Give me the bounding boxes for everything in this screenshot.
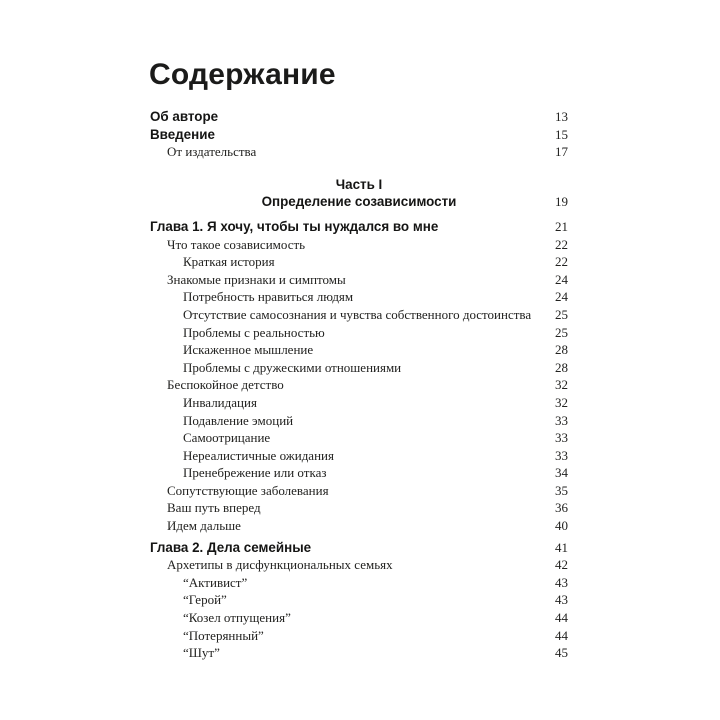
toc-entry-page: 13	[555, 109, 568, 124]
toc-entry-page: 32	[555, 394, 568, 410]
toc-entry-label: Часть I	[335, 176, 383, 192]
toc-row	[150, 126, 568, 144]
toc-entry-page: 25	[555, 324, 568, 340]
toc-entry-page: 28	[555, 342, 568, 358]
toc-entry-label: Подавление эмоций	[183, 412, 294, 428]
toc-row	[150, 253, 568, 271]
toc-entry-label: Инвалидация	[183, 394, 257, 410]
page-title: Содержание	[149, 58, 336, 92]
toc-entry-label: Беспокойное детство	[167, 377, 284, 393]
toc-row	[150, 556, 568, 574]
toc-entry-page: 32	[555, 377, 568, 393]
toc-entry-label: Краткая история	[183, 254, 275, 270]
toc-entry-label: “Шут”	[183, 645, 220, 661]
toc-row	[150, 499, 568, 517]
toc-entry-label: “Активист”	[183, 574, 248, 590]
toc-entry-page: 40	[555, 518, 568, 534]
toc-entry-page: 21	[555, 218, 568, 234]
toc-row	[150, 376, 568, 394]
toc-entry-label: Ваш путь вперед	[167, 500, 261, 516]
toc-entry-label: “Козел отпущения”	[183, 610, 291, 626]
toc-row	[150, 412, 568, 430]
toc-entry-page: 15	[555, 126, 568, 142]
toc-entry-page: 34	[555, 465, 568, 481]
toc-entry-page: 41	[555, 539, 568, 555]
toc-entry-page: 33	[555, 412, 568, 428]
toc-list	[150, 108, 568, 662]
toc-row	[150, 429, 568, 447]
toc-row	[150, 341, 568, 359]
toc-entry-page: 24	[555, 271, 568, 287]
toc-row	[150, 482, 568, 500]
toc-entry-page: 17	[555, 144, 568, 160]
toc-entry-page: 22	[555, 236, 568, 252]
toc-row	[150, 218, 568, 236]
toc-entry-page: 33	[555, 430, 568, 446]
toc-row	[150, 236, 568, 254]
toc-row	[150, 288, 568, 306]
toc-entry-page: 22	[555, 254, 568, 270]
toc-entry-label: Пренебрежение или отказ	[183, 465, 327, 481]
toc-entry-label: “Герой”	[183, 592, 227, 608]
toc-entry-page: 43	[555, 574, 568, 590]
toc-entry-page: 24	[555, 289, 568, 305]
toc-entry-label: Самоотрицание	[183, 430, 271, 446]
toc-entry-label: Нереалистичные ожидания	[183, 447, 334, 463]
toc-row	[150, 574, 568, 592]
toc-entry-page: 28	[555, 359, 568, 375]
toc-row	[150, 644, 568, 662]
toc-entry-label: Архетипы в дисфункциональных семьях	[167, 557, 393, 573]
toc-entry-label: Введение	[150, 126, 215, 142]
toc-entry-label: От издательства	[167, 144, 257, 160]
toc-entry-page: 43	[555, 592, 568, 608]
toc-row	[150, 271, 568, 289]
toc-row	[150, 359, 568, 377]
toc-row	[150, 447, 568, 465]
toc-entry-page: 19	[555, 194, 568, 210]
toc-row	[150, 517, 568, 535]
toc-entry-label: Отсутствие самосознания и чувства собственного достоинства	[183, 306, 532, 322]
toc-entry-page: 45	[555, 645, 568, 661]
toc-entry-label: Глава 2. Дела семейные	[150, 539, 312, 555]
toc-entry-page: 44	[555, 627, 568, 643]
toc-row	[150, 591, 568, 609]
toc-entry-page: 35	[555, 482, 568, 498]
toc-entry-page: 42	[555, 557, 568, 573]
toc-entry-label: “Потерянный”	[183, 627, 264, 643]
toc-entry-label: Искаженное мышление	[183, 342, 314, 358]
toc-entry-page: 33	[555, 447, 568, 463]
toc-entry-label: Об авторе	[150, 109, 219, 124]
toc-entry-label: Потребность нравиться людям	[183, 289, 354, 305]
toc-row	[150, 464, 568, 482]
toc-row	[150, 627, 568, 645]
toc-entry-label: Глава 1. Я хочу, чтобы ты нуждался во мне	[150, 218, 439, 234]
toc-entry-label: Что такое созависимость	[167, 236, 306, 252]
toc-entry-page: 44	[555, 610, 568, 626]
toc-entry-label: Идем дальше	[167, 518, 241, 534]
toc-entry-label: Проблемы с дружескими отношениями	[183, 359, 402, 375]
toc-entry-label: Сопутствующие заболевания	[167, 482, 329, 498]
toc-entry-label: Определение созависимости	[261, 194, 457, 210]
toc-row	[150, 176, 568, 194]
toc-entry-page: 25	[555, 306, 568, 322]
toc-row	[150, 324, 568, 342]
toc-entry-label: Знакомые признаки и симптомы	[167, 271, 346, 287]
toc-row	[150, 108, 568, 126]
toc-row	[150, 193, 568, 211]
toc-row	[150, 143, 568, 161]
toc-row	[150, 306, 568, 324]
toc-row	[150, 609, 568, 627]
toc-row	[150, 539, 568, 557]
toc-entry-page: 36	[555, 500, 568, 516]
toc-entry-label: Проблемы с реальностью	[183, 324, 325, 340]
toc-row	[150, 394, 568, 412]
